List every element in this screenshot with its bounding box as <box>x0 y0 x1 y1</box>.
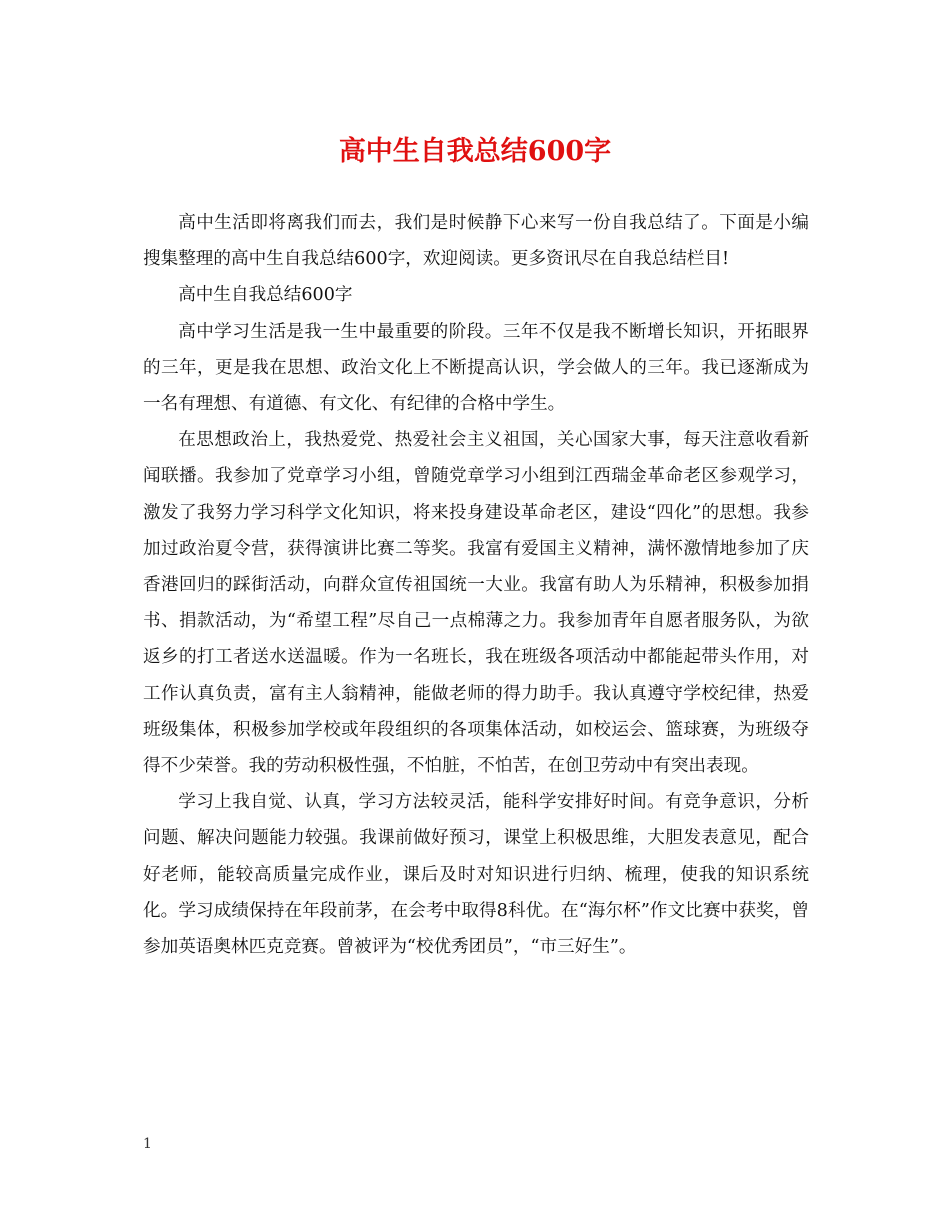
body-paragraph-study: 学习上我自觉、认真，学习方法较灵活，能科学安排好时间。有竞争意识，分析问题、解决问题能力较强。我课前做好预习，课堂上积极思维，大胆发表意见，配合好老师，能较高质量完成作业，课后及时对知识进行归纳、梳理，使我的知识系统化。学习成绩保持在年段前茅，在会考中取得8科优。在“海尔杯”作文比赛中获奖，曾参加英语奥林匹克竞赛。曾被评为“校优秀团员”，“市三好生”。 <box>143 792 809 958</box>
intro-paragraph: 高中生活即将离我们而去，我们是时候静下心来写一份自我总结了。下面是小编搜集整理的高中生自我总结600字，欢迎阅读。更多资讯尽在自我总结栏目! <box>143 213 809 270</box>
subheading-paragraph: 高中生自我总结600字 <box>178 285 353 306</box>
body-paragraph-politics: 在思想政治上，我热爱党、热爱社会主义祖国，关心国家大事，每天注意收看新闻联播。我参加了党章学习小组，曾随党章学习小组到江西瑞金革命老区参观学习，激发了我努力学习科学文化知识，将来投身建设革命老区，建设“四化”的思想。我参加过政治夏令营，获得演讲比赛二等奖。我富有爱国主义精神，满怀激情地参加了庆香港回归的踩街活动，向群众宣传祖国统一大业。我富有助人为乐精神，积极参加捐书、捐款活动，为“希望工程”尽自己一点棉薄之力。我参加青年自愿者服务队，为欲返乡的打工者送水送温暖。作为一名班长，我在班级各项活动中都能起带头作用，对工作认真负责，富有主人翁精神，能做老师的得力助手。我认真遵守学校纪律，热爱班级集体，积极参加学校或年段组织的各项集体活动，如校运会、篮球赛，为班级夺得不少荣誉。我的劳动积极性强，不怕脏，不怕苦，在创卫劳动中有突出表现。 <box>143 430 809 777</box>
document-body <box>143 205 809 965</box>
document-title: 高中生自我总结600字 <box>338 136 612 167</box>
page-number: 1 <box>143 1136 152 1152</box>
body-paragraph-overview: 高中学习生活是我一生中最重要的阶段。三年不仅是我不断增长知识，开拓眼界的三年，更是我在思想、政治文化上不断提高认识，学会做人的三年。我已逐渐成为一名有理想、有道德、有文化、有纪律的合格中学生。 <box>143 321 809 415</box>
